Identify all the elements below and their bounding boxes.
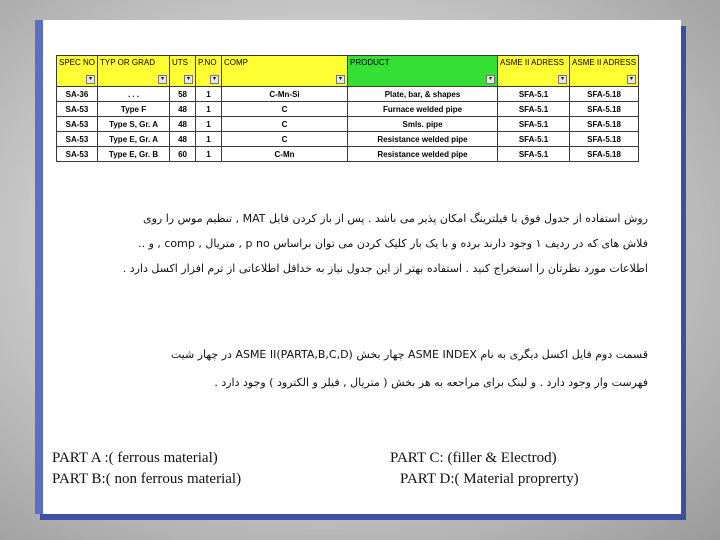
column-header <box>222 56 348 87</box>
table-row <box>57 102 639 117</box>
table-cell[interactable]: 1 <box>196 147 222 162</box>
column-header <box>57 56 98 87</box>
table-cell[interactable]: 1 <box>196 117 222 132</box>
table-cell[interactable]: SFA-5.1 <box>498 87 570 102</box>
table-cell[interactable]: SFA-5.18 <box>570 117 639 132</box>
column-header <box>498 56 570 87</box>
table-cell[interactable]: 48 <box>170 132 196 147</box>
table-cell[interactable]: C <box>222 132 348 147</box>
table-cell[interactable]: Type E, Gr. A <box>98 132 170 147</box>
table-cell[interactable]: SFA-5.18 <box>570 87 639 102</box>
table-header-row <box>57 56 639 87</box>
filter-dropdown-icon[interactable]: ▾ <box>336 75 345 84</box>
table-cell[interactable]: SFA-5.1 <box>498 147 570 162</box>
filter-dropdown-icon[interactable]: ▾ <box>184 75 193 84</box>
paragraph2-line: قسمت دوم فایل اکسل دیگری به نام ASME INDEX چهار بخش ASME II(PARTA,B,C,D) در چهار شیت <box>170 348 648 361</box>
part-a-label: PART A :( ferrous material) <box>52 450 218 466</box>
table-cell[interactable]: 48 <box>170 102 196 117</box>
column-header-label: P.NO <box>198 58 217 67</box>
table-cell[interactable]: SA-36 <box>57 87 98 102</box>
table-cell[interactable]: C <box>222 102 348 117</box>
table-cell[interactable]: SA-53 <box>57 132 98 147</box>
table-body <box>57 87 639 162</box>
table-row <box>57 132 639 147</box>
filter-dropdown-icon[interactable]: ▾ <box>486 75 495 84</box>
table-row <box>57 117 639 132</box>
paragraph1-line: فلاش های که در ردیف ۱ وجود دارند برده و با یک بار کلیک کردن می توان براساس p no , متریال , comp , و .. <box>138 237 648 250</box>
column-header-label: UTS <box>172 58 189 67</box>
filter-dropdown-icon[interactable]: ▾ <box>558 75 567 84</box>
table-cell[interactable]: C <box>222 117 348 132</box>
part-c-label: PART C: (filler & Electrod) <box>390 450 557 466</box>
table-cell[interactable]: C-Mn <box>222 147 348 162</box>
table-cell[interactable]: SFA-5.1 <box>498 132 570 147</box>
table-cell[interactable]: 1 <box>196 132 222 147</box>
filter-dropdown-icon[interactable]: ▾ <box>86 75 95 84</box>
table-cell[interactable]: C-Mn-Si <box>222 87 348 102</box>
paragraph1-line: روش استفاده از جدول فوق با فیلترینگ امکان پذیر می باشد . پس از باز کردن فایل MAT , تنظیم موس را روی <box>142 212 648 225</box>
table-row <box>57 87 639 102</box>
table-cell[interactable]: 48 <box>170 117 196 132</box>
spec-table <box>56 55 639 162</box>
column-header <box>170 56 196 87</box>
table-cell[interactable]: Smls. pipe <box>348 117 498 132</box>
table-cell[interactable]: SA-53 <box>57 117 98 132</box>
filter-dropdown-icon[interactable]: ▾ <box>627 75 636 84</box>
column-header-label: TYP OR GRAD <box>100 58 155 67</box>
table-cell[interactable]: 1 <box>196 102 222 117</box>
slide-left-border <box>35 20 43 514</box>
table-cell[interactable]: Furnace welded pipe <box>348 102 498 117</box>
column-header-label: SPEC NO <box>59 58 96 67</box>
column-header <box>196 56 222 87</box>
table-cell[interactable]: SFA-5.18 <box>570 132 639 147</box>
column-header-label: ASME II ADRESS <box>500 58 565 67</box>
table-cell[interactable]: Plate, bar, & shapes <box>348 87 498 102</box>
paragraph2-line: فهرست وار وجود دارد . و لینک برای مراجعه به هر بخش ( متریال , فیلر و الکترود ) وجود دارد . <box>214 376 648 389</box>
filter-dropdown-icon[interactable]: ▾ <box>158 75 167 84</box>
table-cell[interactable]: 60 <box>170 147 196 162</box>
table-cell[interactable]: . . . <box>98 87 170 102</box>
table-cell[interactable]: SFA-5.18 <box>570 147 639 162</box>
table-cell[interactable]: Type S, Gr. A <box>98 117 170 132</box>
column-header-label: ASME II ADRESS <box>572 58 637 67</box>
table-cell[interactable]: SFA-5.1 <box>498 117 570 132</box>
table-cell[interactable]: Resistance welded pipe <box>348 147 498 162</box>
filter-dropdown-icon[interactable]: ▾ <box>210 75 219 84</box>
table-cell[interactable]: SFA-5.1 <box>498 102 570 117</box>
table-cell[interactable]: 58 <box>170 87 196 102</box>
table-cell[interactable]: Type F <box>98 102 170 117</box>
column-header-label: COMP <box>224 58 249 67</box>
column-header <box>348 56 498 87</box>
table-cell[interactable]: 1 <box>196 87 222 102</box>
column-header <box>98 56 170 87</box>
part-d-label: PART D:( Material proprerty) <box>400 471 579 487</box>
table-cell[interactable]: Type E, Gr. B <box>98 147 170 162</box>
column-header <box>570 56 639 87</box>
paragraph1-line: اطلاعات مورد نظرتان را استخراج کنید . استفاده بهتر از این جدول نیاز به حداقل اطلاعاتی از ترم افزار اکسل دارد . <box>122 262 648 275</box>
table-cell[interactable]: SA-53 <box>57 102 98 117</box>
table-row <box>57 147 639 162</box>
table-cell[interactable]: SA-53 <box>57 147 98 162</box>
table-cell[interactable]: SFA-5.18 <box>570 102 639 117</box>
table-cell[interactable]: Resistance welded pipe <box>348 132 498 147</box>
column-header-label: PRODUCT <box>350 58 390 67</box>
part-b-label: PART B:( non ferrous material) <box>52 471 242 487</box>
